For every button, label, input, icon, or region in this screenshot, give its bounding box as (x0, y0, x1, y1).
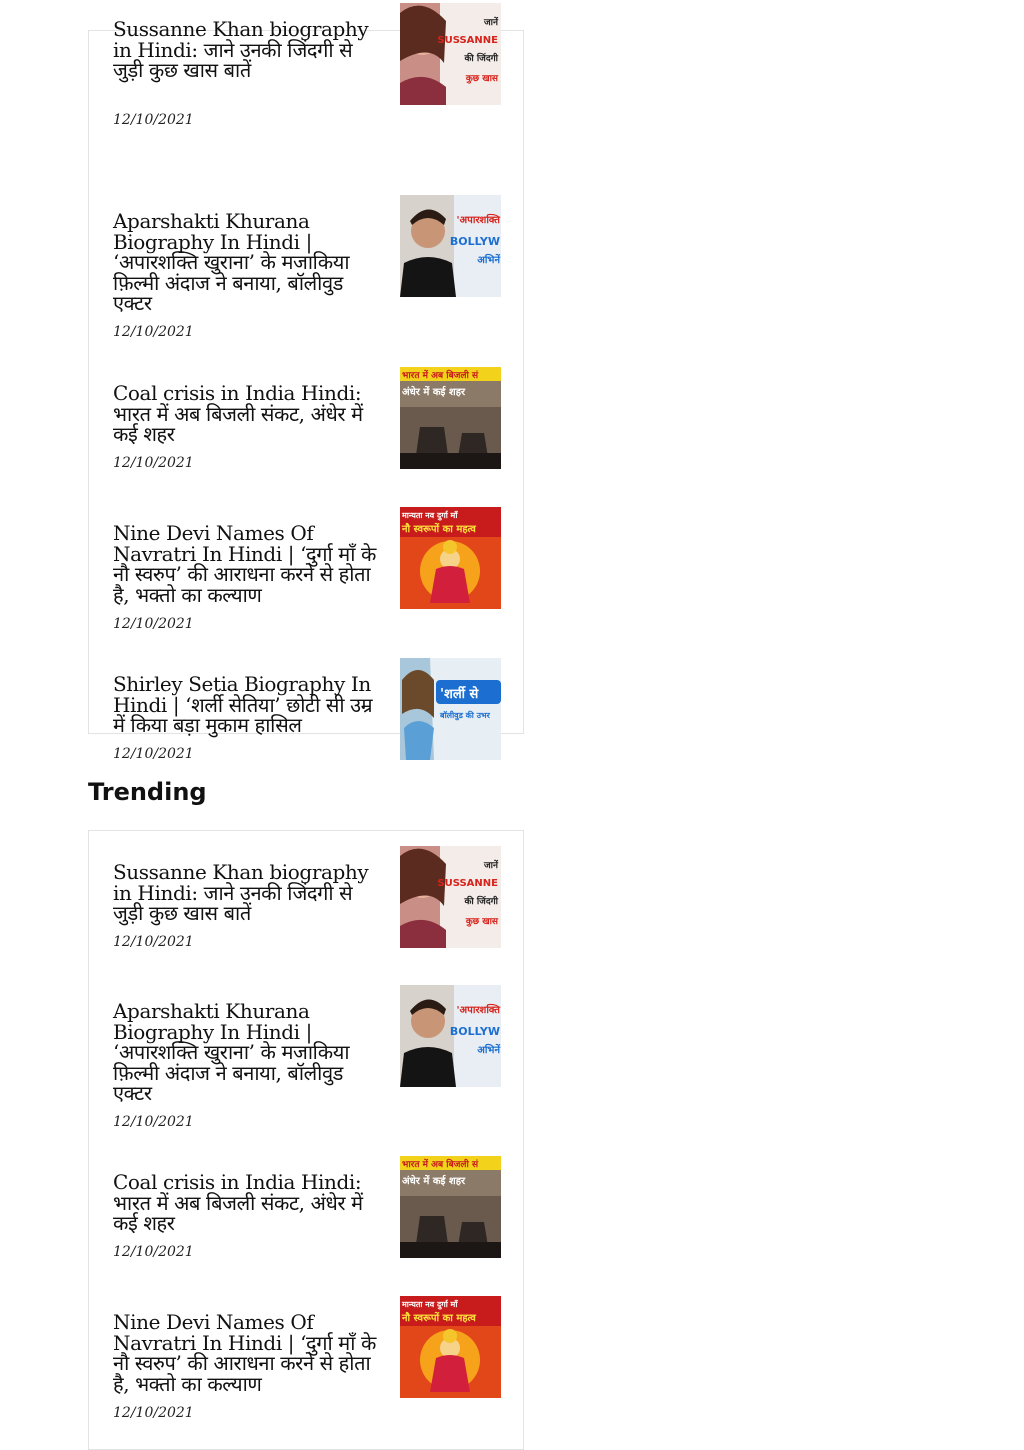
post-thumbnail[interactable] (400, 195, 501, 297)
thumb-caption-0: मान्यता नव दुर्गा माँ (402, 511, 458, 520)
power-plant-image (400, 367, 501, 469)
trending-widget (88, 830, 524, 1450)
thumb-caption-0: भारत में अब बिजली सं (402, 1160, 479, 1170)
thumb-caption-2: की जिंदगी (464, 897, 498, 907)
durga-image (400, 1296, 501, 1398)
aparshakti-portrait-image (400, 985, 501, 1087)
post-title-link[interactable]: Sussanne Khan biography in Hindi: जाने उनकी जिंदगी से जुड़ी कुछ खास बातें (113, 860, 369, 925)
post-date: 12/10/2021 (113, 934, 194, 950)
post-thumbnail[interactable] (400, 846, 501, 948)
durga-image (400, 507, 501, 609)
post-thumbnail[interactable] (400, 507, 501, 609)
post-date: 12/10/2021 (113, 1405, 194, 1421)
thumb-caption-2: अभिनें (477, 1045, 500, 1056)
thumb-caption-1: BOLLYW (449, 235, 500, 248)
trending-heading: Trending (88, 778, 207, 806)
post-date: 12/10/2021 (113, 1244, 194, 1260)
thumb-caption-1: SUSSANNE (437, 878, 498, 889)
post-date: 12/10/2021 (113, 746, 194, 762)
sussanne-portrait-image (400, 846, 501, 948)
post-title-link[interactable]: Nine Devi Names Of Navratri In Hindi | ‘दुर्गा माँ के नौ स्वरुप’ की आराधना करने से होता है, भक्तो का कल्याण (113, 521, 376, 607)
thumb-caption-0: जानें (483, 861, 498, 871)
thumb-caption-0: 'अपारशक्ति (456, 1005, 500, 1016)
aparshakti-portrait-image (400, 195, 501, 297)
thumb-caption-3: कुछ खास (465, 917, 498, 927)
thumb-caption-3: कुछ खास (465, 74, 498, 84)
recent-posts-widget (88, 17, 524, 762)
thumb-caption-1: नौ स्वरूपों का महत्व (402, 524, 476, 535)
post-thumbnail[interactable] (400, 3, 501, 105)
post-title-link[interactable]: Nine Devi Names Of Navratri In Hindi | ‘दुर्गा माँ के नौ स्वरुप’ की आराधना करने से होता है, भक्तो का कल्याण (113, 1310, 376, 1396)
power-plant-image (400, 1156, 501, 1258)
post-date: 12/10/2021 (113, 1114, 194, 1130)
thumb-caption-1: बॉलीवुड की उभर (440, 711, 490, 720)
post-title-link[interactable]: Aparshakti Khurana Biography In Hindi | ‘अपारशक्ति खुराना’ के मजाकिया फ़िल्मी अंदाज ने बनाया, बॉलीवुड एक्टर (113, 999, 350, 1105)
thumb-caption-2: अभिनें (477, 255, 500, 266)
thumb-caption-1: SUSSANNE (437, 35, 498, 46)
post-title-link[interactable]: Shirley Setia Biography In Hindi | ‘शर्ली सेतिया’ छोटी सी उम्र में किया बड़ा मुकाम हासिल (113, 672, 373, 737)
post-date: 12/10/2021 (113, 616, 194, 632)
post-date: 12/10/2021 (113, 455, 194, 471)
thumb-caption-1: BOLLYW (449, 1025, 500, 1038)
post-title-link[interactable]: Coal crisis in India Hindi: भारत में अब बिजली संकट, अंधेर में कई शहर (113, 381, 363, 446)
post-thumbnail[interactable] (400, 1156, 501, 1258)
thumb-caption-0: भारत में अब बिजली सं (402, 371, 479, 381)
post-title-link[interactable]: Coal crisis in India Hindi: भारत में अब बिजली संकट, अंधेर में कई शहर (113, 1170, 363, 1235)
post-date: 12/10/2021 (113, 324, 194, 340)
shirley-portrait-image (400, 658, 501, 760)
page-viewport (0, 17, 1024, 1421)
post-title-link[interactable]: Sussanne Khan biography in Hindi: जाने उनकी जिंदगी से जुड़ी कुछ खास बातें (113, 17, 369, 82)
thumb-caption-1: अंधेर में कई शहर (402, 387, 466, 398)
thumb-caption-0: मान्यता नव दुर्गा माँ (402, 1300, 458, 1309)
thumb-caption-0: 'शर्ली से (440, 687, 479, 702)
post-date: 12/10/2021 (113, 112, 194, 128)
thumb-caption-0: 'अपारशक्ति (456, 215, 500, 226)
post-thumbnail[interactable] (400, 367, 501, 469)
post-thumbnail[interactable] (400, 1296, 501, 1398)
thumb-caption-2: की जिंदगी (464, 54, 498, 64)
sussanne-portrait-image (400, 3, 501, 105)
post-thumbnail[interactable] (400, 985, 501, 1087)
post-title-link[interactable]: Aparshakti Khurana Biography In Hindi | ‘अपारशक्ति खुराना’ के मजाकिया फ़िल्मी अंदाज ने बनाया, बॉलीवुड एक्टर (113, 209, 350, 315)
thumb-caption-0: जानें (483, 18, 498, 28)
post-thumbnail[interactable] (400, 658, 501, 760)
thumb-caption-1: नौ स्वरूपों का महत्व (402, 1313, 476, 1324)
thumb-caption-1: अंधेर में कई शहर (402, 1176, 466, 1187)
